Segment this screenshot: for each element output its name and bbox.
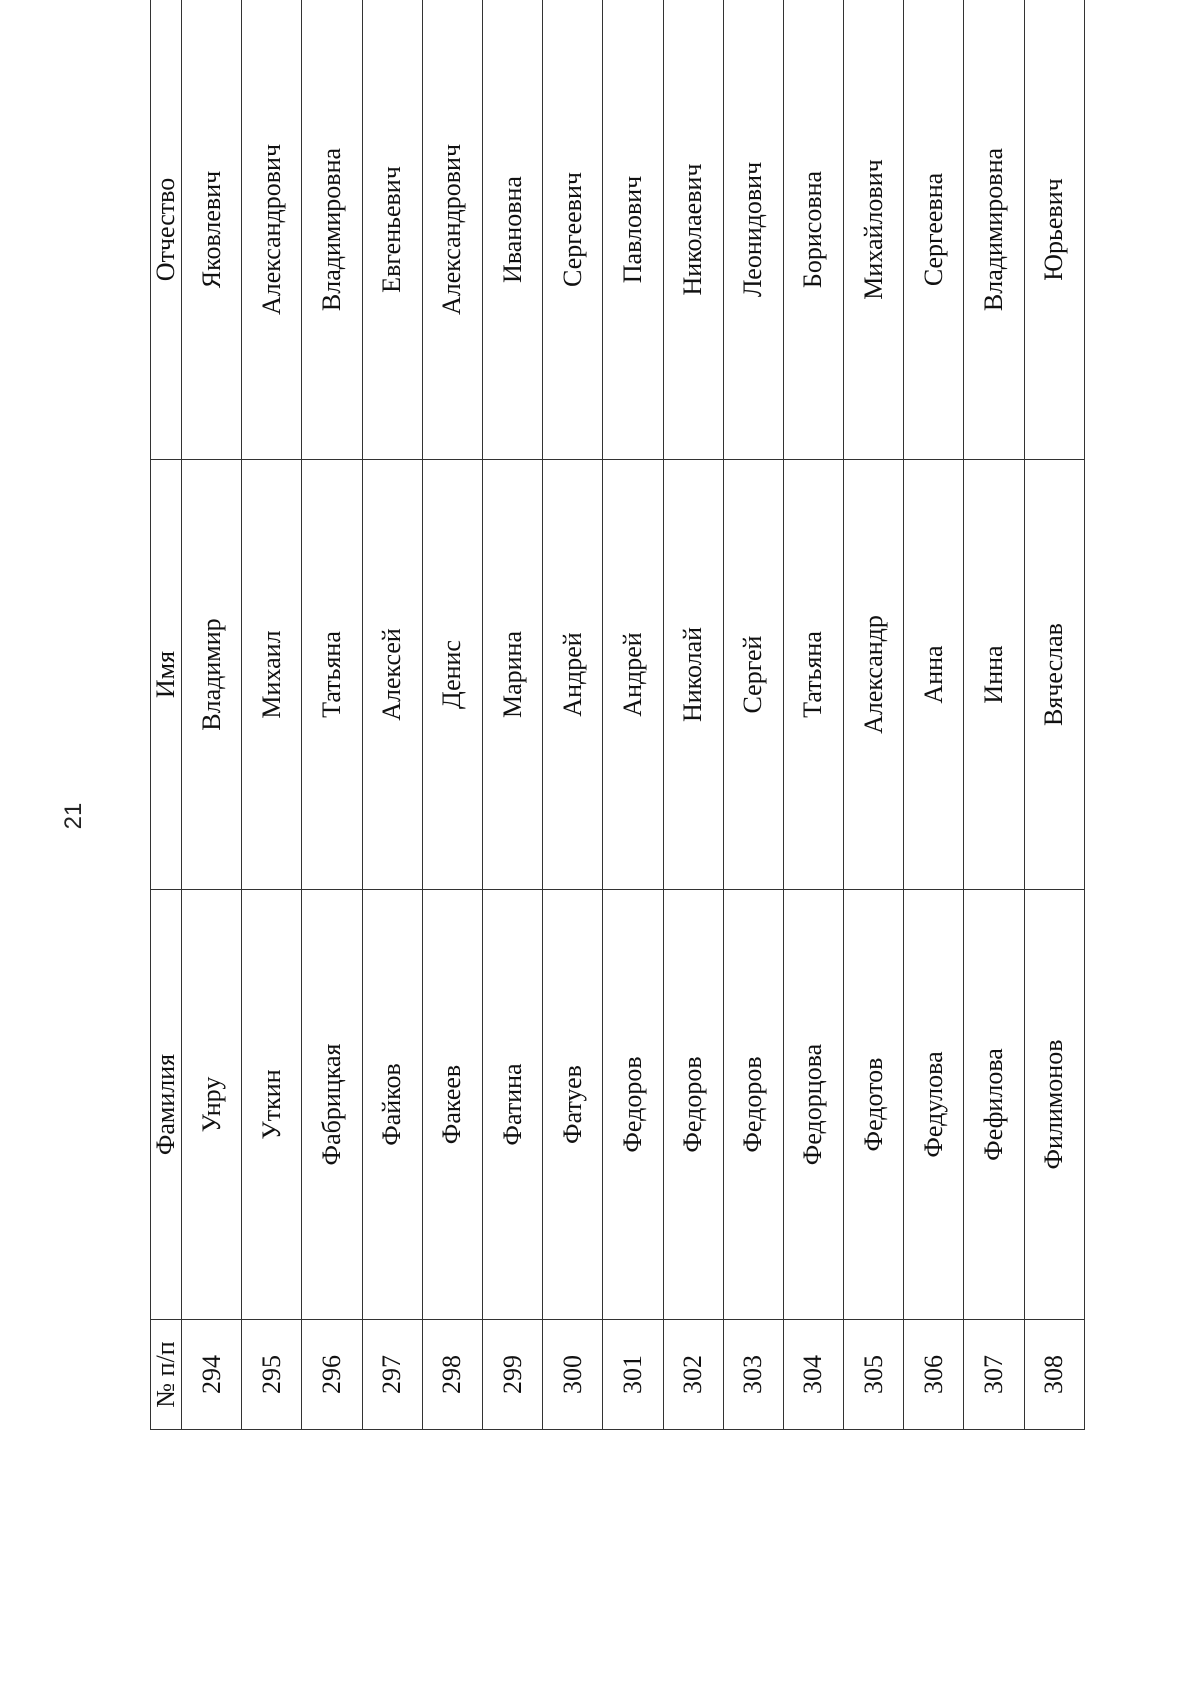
table-row [904, 0, 964, 1430]
cell-first-name: Андрей [603, 460, 663, 890]
cell-middle-name: Сергеевич [543, 0, 603, 460]
cell-first-name: Татьяна [302, 460, 362, 890]
cell-num: 300 [543, 1320, 603, 1430]
cell-last-name: Факеев [422, 890, 482, 1320]
cell-last-name: Федорцова [783, 890, 843, 1320]
table-row [844, 0, 904, 1430]
cell-num: 294 [182, 1320, 242, 1430]
cell-last-name: Фатина [482, 890, 542, 1320]
cell-middle-name: Леонидович [723, 0, 783, 460]
cell-num: 304 [783, 1320, 843, 1430]
cell-num: 301 [603, 1320, 663, 1430]
cell-first-name: Владимир [182, 460, 242, 890]
table-row [783, 0, 843, 1430]
cell-num: 297 [362, 1320, 422, 1430]
table-row [964, 0, 1024, 1430]
cell-last-name: Федоров [663, 890, 723, 1320]
cell-middle-name: Яковлевич [182, 0, 242, 460]
cell-last-name: Федоров [723, 890, 783, 1320]
table-row [543, 0, 603, 1430]
header-num: № п/п [151, 1320, 182, 1430]
cell-middle-name: Борисовна [783, 0, 843, 460]
register-table [150, 0, 1085, 1430]
cell-num: 306 [904, 1320, 964, 1430]
cell-last-name: Уткин [242, 890, 302, 1320]
cell-first-name: Андрей [543, 460, 603, 890]
cell-middle-name: Михайлович [844, 0, 904, 460]
cell-first-name: Инна [964, 460, 1024, 890]
cell-first-name: Вячеслав [1024, 460, 1084, 890]
cell-last-name: Фабрицкая [302, 890, 362, 1320]
cell-first-name: Сергей [723, 460, 783, 890]
cell-middle-name: Евгеньевич [362, 0, 422, 460]
cell-first-name: Анна [904, 460, 964, 890]
table-row [422, 0, 482, 1430]
cell-last-name: Унру [182, 890, 242, 1320]
cell-first-name: Александр [844, 460, 904, 890]
cell-middle-name: Александрович [422, 0, 482, 460]
cell-num: 298 [422, 1320, 482, 1430]
cell-middle-name: Павлович [603, 0, 663, 460]
cell-first-name: Татьяна [783, 460, 843, 890]
table-header-row [151, 0, 182, 1430]
table-row [302, 0, 362, 1430]
cell-middle-name: Владимировна [302, 0, 362, 460]
cell-first-name: Михаил [242, 460, 302, 890]
cell-num: 299 [482, 1320, 542, 1430]
header-first-name: Имя [151, 460, 182, 890]
cell-middle-name: Николаевич [663, 0, 723, 460]
cell-last-name: Фефилова [964, 890, 1024, 1320]
cell-last-name: Фатуев [543, 890, 603, 1320]
cell-last-name: Филимонов [1024, 890, 1084, 1320]
cell-middle-name: Сергеевна [904, 0, 964, 460]
cell-num: 295 [242, 1320, 302, 1430]
cell-middle-name: Ивановна [482, 0, 542, 460]
table-row [1024, 0, 1084, 1430]
cell-middle-name: Владимировна [964, 0, 1024, 460]
table-row [603, 0, 663, 1430]
cell-num: 302 [663, 1320, 723, 1430]
cell-last-name: Федотов [844, 890, 904, 1320]
cell-first-name: Николай [663, 460, 723, 890]
cell-last-name: Файков [362, 890, 422, 1320]
cell-last-name: Федулова [904, 890, 964, 1320]
table-row [182, 0, 242, 1430]
rotated-table-container [150, 0, 1085, 1580]
cell-num: 303 [723, 1320, 783, 1430]
header-middle-name: Отчество [151, 0, 182, 460]
cell-middle-name: Юрьевич [1024, 0, 1084, 460]
cell-first-name: Марина [482, 460, 542, 890]
table-row [242, 0, 302, 1430]
page-number: 21 [60, 802, 87, 830]
cell-num: 307 [964, 1320, 1024, 1430]
cell-first-name: Денис [422, 460, 482, 890]
table-row [723, 0, 783, 1430]
cell-num: 308 [1024, 1320, 1084, 1430]
cell-first-name: Алексей [362, 460, 422, 890]
cell-middle-name: Александрович [242, 0, 302, 460]
cell-num: 296 [302, 1320, 362, 1430]
table-row [482, 0, 542, 1430]
header-last-name: Фамилия [151, 890, 182, 1320]
cell-last-name: Федоров [603, 890, 663, 1320]
table-row [362, 0, 422, 1430]
cell-num: 305 [844, 1320, 904, 1430]
table-row [663, 0, 723, 1430]
